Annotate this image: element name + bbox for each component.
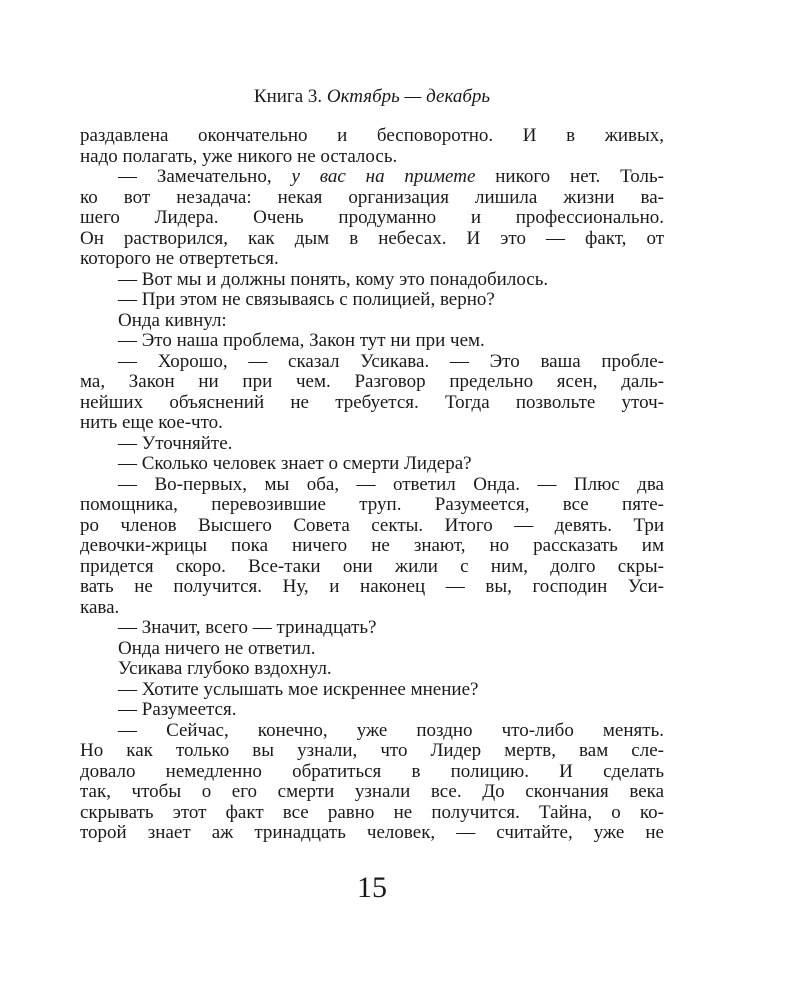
text-segment: никого нет. Толь- (475, 167, 664, 187)
text-line: нейших объяснений не требуется. Тогда позвольте уточ- (80, 392, 664, 413)
text-line: так, чтобы о его смерти узнали все. До скончания века (80, 782, 664, 802)
text-line: ко вот незадача: некая организация лишила жизни ва- (80, 187, 664, 208)
text-line: скрывать этот факт все равно не получится. Тайна, о ко- (80, 802, 664, 823)
text-line: — При этом не связываясь с полицией, верно? (118, 290, 495, 310)
running-head (80, 85, 664, 109)
text-line: помощника, перевозившие труп. Разумеется, все пяте- (80, 495, 664, 515)
running-head-book: Книга 3. (253, 86, 323, 107)
text-line: Он растворился, как дым в небесах. И это — факт, от (80, 228, 664, 249)
text-line: придется скоро. Все-таки они жили с ним, долго скры- (80, 556, 664, 577)
text-line: торой знает аж тринадцать человек, — считайте, уже не (80, 823, 664, 843)
text-line (80, 167, 664, 188)
running-head-section: Октябрь — декабрь (326, 86, 491, 107)
text-line: — Это наша проблема, Закон тут ни при чем. (118, 331, 485, 351)
text-line: — Значит, всего — тринадцать? (118, 618, 377, 638)
text-segment: — Замечательно, (118, 167, 292, 187)
text-line: довало немедленно обратиться в полицию. И сделать (80, 761, 664, 782)
book-page (80, 0, 664, 1000)
text-line: — Вот мы и должны понять, кому это понадобилось. (118, 269, 549, 290)
text-line: кава. (80, 597, 120, 618)
text-line: — Хотите услышать мое искреннее мнение? (118, 679, 479, 700)
text-line: девочки-жрицы пока ничего не знают, но рассказать им (80, 536, 664, 556)
text-line: вать не получится. Ну, и наконец — вы, господин Уси- (80, 577, 664, 597)
text-line: — Сейчас, конечно, уже поздно что-либо менять. (118, 720, 664, 741)
page-number: 15 (357, 871, 387, 904)
text-line: — Сколько человек знает о смерти Лидера? (118, 454, 472, 474)
text-line: — Разумеется. (118, 700, 237, 720)
text-line: Онда кивнул: (118, 310, 227, 331)
text-line: нить еще кое-что. (80, 413, 223, 433)
italic-emphasis: у вас на примете (291, 167, 476, 187)
text-line: шего Лидера. Очень продуманно и профессионально. (80, 208, 664, 228)
text-line: ро членов Высшего Совета секты. Итого — девять. Три (80, 515, 664, 536)
text-line: — Во-первых, мы оба, — ответил Онда. — Плюс два (118, 474, 664, 495)
text-line: Но как только вы узнали, что Лидер мертв, вам сле- (80, 741, 664, 761)
text-line: Усикава глубоко вздохнул. (118, 659, 332, 679)
text-line: которого не отвертеться. (80, 249, 279, 269)
text-line: — Хорошо, — сказал Усикава. — Это ваша пробле- (118, 351, 664, 372)
text-line: раздавлена окончательно и бесповоротно. И в живых, (80, 126, 664, 146)
text-line: Онда ничего не ответил. (118, 638, 316, 659)
text-line: надо полагать, уже никого не осталось. (80, 146, 398, 167)
text-line: ма, Закон ни при чем. Разговор предельно ясен, даль- (80, 372, 664, 392)
body-text (80, 126, 664, 844)
text-line: — Уточняйте. (118, 433, 233, 454)
